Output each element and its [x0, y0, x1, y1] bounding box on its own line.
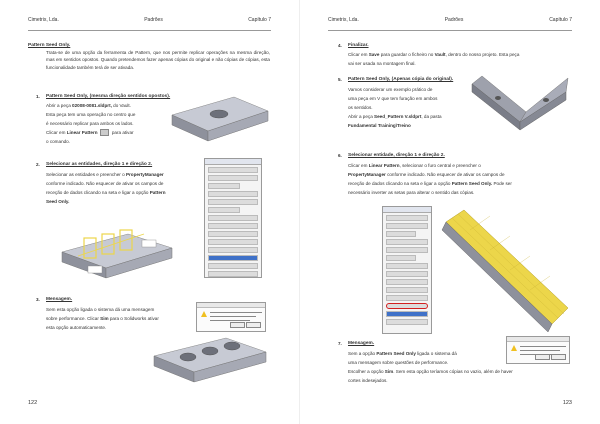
- step-text: receção de dados clicando na seta e ligar a opção Pattern Seed Only. Pode ser: [348, 181, 512, 186]
- performance-message-dialog: [196, 302, 266, 332]
- step-text: é necessário replicar para ambos os lados.: [46, 121, 134, 126]
- linear-pattern-icon: [100, 129, 109, 136]
- intro-paragraph: Trata-se de uma opção da ferramenta de Pattern, que nos permite replicar operações na mesma direção, mas em sentidos opostos. Quando pretendemos fazer apenas cópias do original e não cópias de cópias, esta funcionalidade também terá de ser ativada.: [46, 50, 270, 70]
- header-company: Cimetrix, Lda.: [28, 17, 59, 23]
- step-text: PropertyManager conforme indicado. Não esquecer de ativar os campos de: [348, 172, 505, 177]
- step-text: Escolher a opção Sim. Sem esta opção teríamos cópias no vazio, além de haver: [348, 369, 513, 374]
- step-text: Fundamental Training\Treino: [348, 123, 411, 128]
- linear-pattern-propertymanager: [382, 206, 432, 334]
- step-text: Sem esta opção ligada o sistema dá uma mensagem: [46, 307, 155, 312]
- header-title: Padrões: [444, 17, 464, 23]
- step-number: 3.: [36, 297, 40, 302]
- step-number: 4.: [338, 43, 342, 48]
- step-number: 7.: [338, 341, 342, 346]
- step-title: Selecionar entidade, direção 1 e direção 2.: [348, 153, 445, 158]
- patterned-part-figure: [150, 334, 270, 386]
- step-text: uma mensagem sobre questões de performance.: [348, 360, 449, 365]
- page-number: 123: [562, 400, 572, 406]
- right-page: [300, 0, 600, 424]
- step-text: Abrir a peça 02008-0081.sldprt, do Vault.: [46, 103, 131, 108]
- step-text: uma peça em V que tem furação em ambos: [348, 96, 438, 101]
- header-rule: [28, 30, 271, 31]
- step-title: Finalizar.: [348, 43, 369, 48]
- header-chapter: Capítulo 7: [549, 17, 572, 23]
- step-title: Mensagem.: [46, 297, 73, 302]
- step-number: 2.: [36, 162, 40, 167]
- step-number: 6.: [338, 153, 342, 158]
- step-text: Selecionar as entidades e preencher o PropertyManager: [46, 172, 164, 177]
- pattern-seed-only-checkbox[interactable]: [386, 303, 428, 309]
- step-text: cortes indesejados.: [348, 378, 388, 383]
- step-text: necessário inverter as setas para alterar o sentido das cópias.: [348, 190, 475, 195]
- step-text: Vamos considerar um exemplo prático de: [348, 87, 433, 92]
- pattern-preview-figure: [58, 226, 178, 286]
- step-text: Clicar em Linear Pattern para ativar: [46, 130, 134, 135]
- step-number: 1.: [36, 94, 40, 99]
- step-text: conforme indicado. Não esquecer de ativar os campos de: [46, 181, 164, 186]
- linear-pattern-propertymanager: [204, 158, 262, 278]
- step-text: vai ser usada na montagem final.: [348, 61, 416, 66]
- warning-icon: [511, 345, 517, 351]
- no-button[interactable]: [246, 322, 261, 328]
- step-text: Esta peça tem uma operação no centro que: [46, 112, 136, 117]
- part-block-figure: [164, 93, 274, 145]
- v-part-figure: [468, 70, 572, 148]
- step-text: o comando.: [46, 139, 71, 144]
- section-title: Pattern Seed Only.: [28, 43, 71, 48]
- header-title: Padrões: [144, 17, 163, 23]
- step-text: Clicar em Linear Pattern, selecionar o furo central e preencher o: [348, 163, 481, 168]
- step-text: Abrir a peça Seed_Pattern V.sldprt, da pasta: [348, 114, 442, 119]
- step-text: Seed Only.: [46, 199, 70, 204]
- running-header: [28, 17, 271, 23]
- step-title: Selecionar as entidades, direção 1 e direção 2.: [46, 162, 153, 167]
- patterned-v-part-figure: [440, 200, 572, 338]
- step-title: Pattern Seed Only, (Apenas cópia do original).: [348, 77, 454, 82]
- header-company: Cimetrix, Lda.: [328, 17, 359, 23]
- step-text: receção de dados clicando na seta e ligar a opção Pattern: [46, 190, 166, 195]
- step-text: os sentidos.: [348, 105, 373, 110]
- header-rule: [328, 30, 572, 31]
- step-title: Mensagem.: [348, 341, 375, 346]
- step-title: Pattern Seed Only, (mesma direção sentidos opostos).: [46, 94, 171, 99]
- header-chapter: Capítulo 7: [248, 17, 271, 23]
- step-text: Clicar em Save para guardar o ficheiro no Vault, dentro do nosso projeto. Esta peça: [348, 52, 520, 57]
- warning-icon: [201, 311, 207, 317]
- step-text: esta opção automaticamente.: [46, 325, 107, 330]
- step-text: Sem a opção Pattern Seed Only ligada o sistema dá: [348, 351, 457, 356]
- no-button[interactable]: [551, 354, 566, 360]
- performance-message-dialog: [506, 336, 570, 364]
- step-number: 5.: [338, 77, 342, 82]
- running-header: [328, 17, 572, 23]
- page-number: 122: [28, 400, 38, 406]
- yes-button[interactable]: [230, 322, 245, 328]
- step-text: sobre performance. Clicar Sim para o Solidworks ativar: [46, 316, 159, 321]
- yes-button[interactable]: [535, 354, 550, 360]
